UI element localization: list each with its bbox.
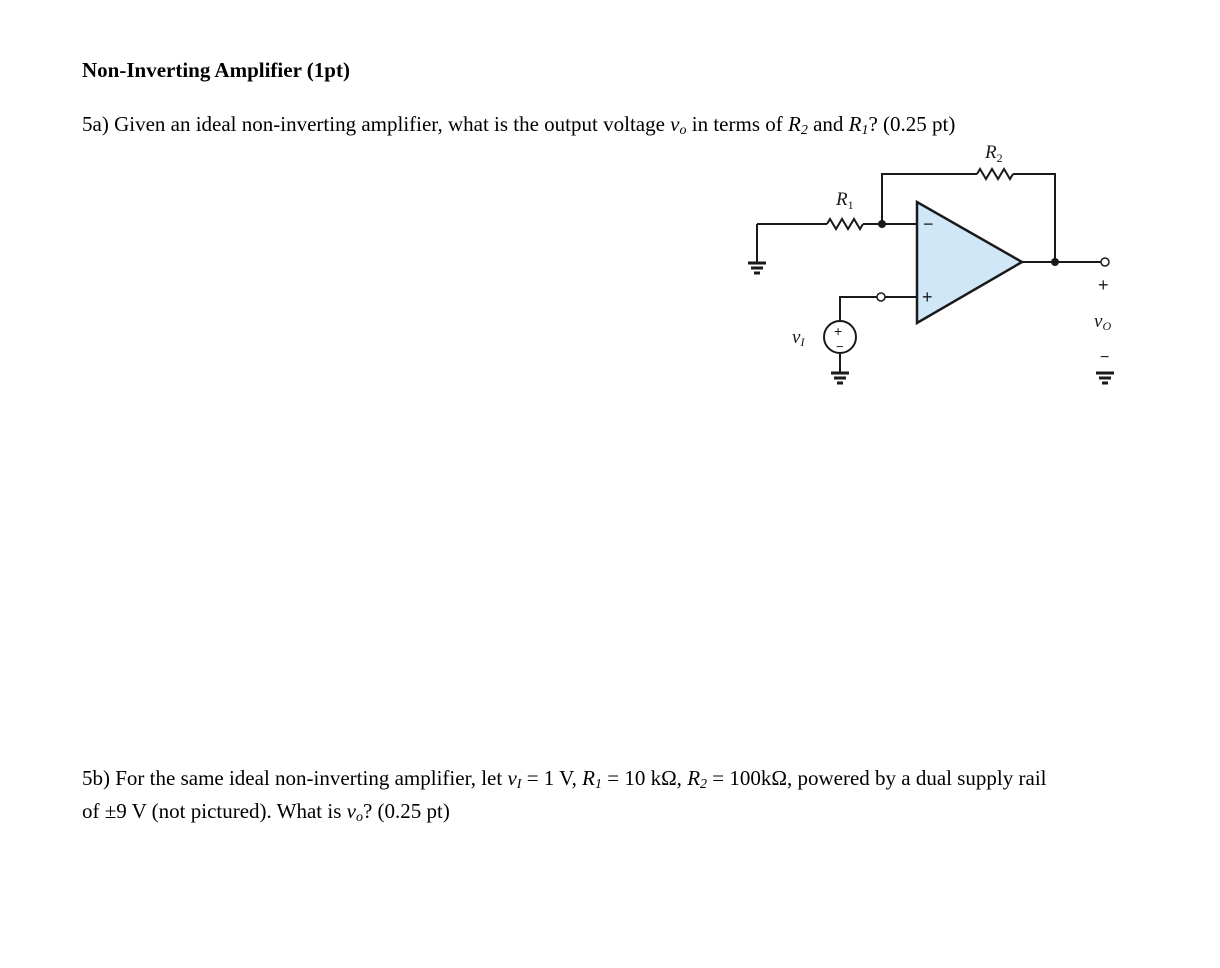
q5b-line2-prefix: of ±9 V (not pictured). What is	[82, 799, 347, 823]
q5b-line2-suffix: ? (0.25 pt)	[362, 799, 450, 823]
q5b-r2-value: = 100kΩ, powered by a dual supply rail	[707, 766, 1047, 790]
q5a-prefix: 5a) Given an ideal non-inverting amplifier, what is the output voltage	[82, 112, 671, 136]
vo-label: vO	[1094, 311, 1112, 333]
wire-feedback-right	[1013, 174, 1055, 262]
q5a-suffix: ? (0.25 pt)	[868, 112, 956, 136]
input-terminal	[877, 293, 885, 301]
ground-symbol-source	[831, 373, 849, 383]
source-minus-sign: −	[836, 339, 844, 354]
r1-label: $R_1$	[836, 189, 854, 212]
q5a-r1-sub: 1	[861, 123, 869, 138]
q5b-prefix: 5b) For the same ideal non-inverting amplifier, let	[82, 766, 508, 790]
ground-symbol-output	[1096, 373, 1114, 383]
opamp-plus-sign: +	[922, 287, 933, 307]
junction-node-output	[1051, 258, 1059, 266]
output-plus-sign: +	[1098, 275, 1109, 295]
q5b-r2: R	[687, 766, 701, 790]
q5a-vo: v	[670, 112, 680, 136]
q5a-mid: in terms of	[686, 112, 788, 136]
resistor-r2	[977, 169, 1013, 179]
q5a-r2: R	[787, 112, 801, 136]
wire-source-to-input	[840, 297, 877, 321]
q5a-r2-sub: 2	[800, 123, 808, 138]
r2-label: $R_2$	[985, 142, 1003, 165]
q5a-vo-sub: o	[679, 123, 687, 138]
q5b-vi-sub: I	[516, 777, 522, 792]
vi-label: vI	[792, 327, 805, 349]
resistor-r1	[827, 219, 863, 229]
output-minus-sign: −	[1100, 349, 1110, 366]
q5b-vo-sub: o	[355, 810, 363, 825]
q5b-r2-sub: 2	[700, 777, 708, 792]
q5b-r1-value: = 10 kΩ,	[601, 766, 688, 790]
q5b-vi-value: = 1 V,	[521, 766, 583, 790]
section-heading: Non-Inverting Amplifier (1pt)	[82, 58, 350, 82]
q5b-r1: R	[582, 766, 595, 790]
output-terminal	[1101, 258, 1109, 266]
q5a-and: and	[807, 112, 849, 136]
q5b-vo: v	[346, 799, 356, 823]
q5a-r1: R	[848, 112, 862, 136]
source-plus-sign: +	[834, 323, 843, 339]
q5b-r1-sub: 1	[594, 777, 602, 792]
opamp-minus-sign: −	[923, 214, 934, 234]
q5b-vi: v	[507, 766, 517, 790]
ground-symbol-left	[748, 224, 766, 273]
